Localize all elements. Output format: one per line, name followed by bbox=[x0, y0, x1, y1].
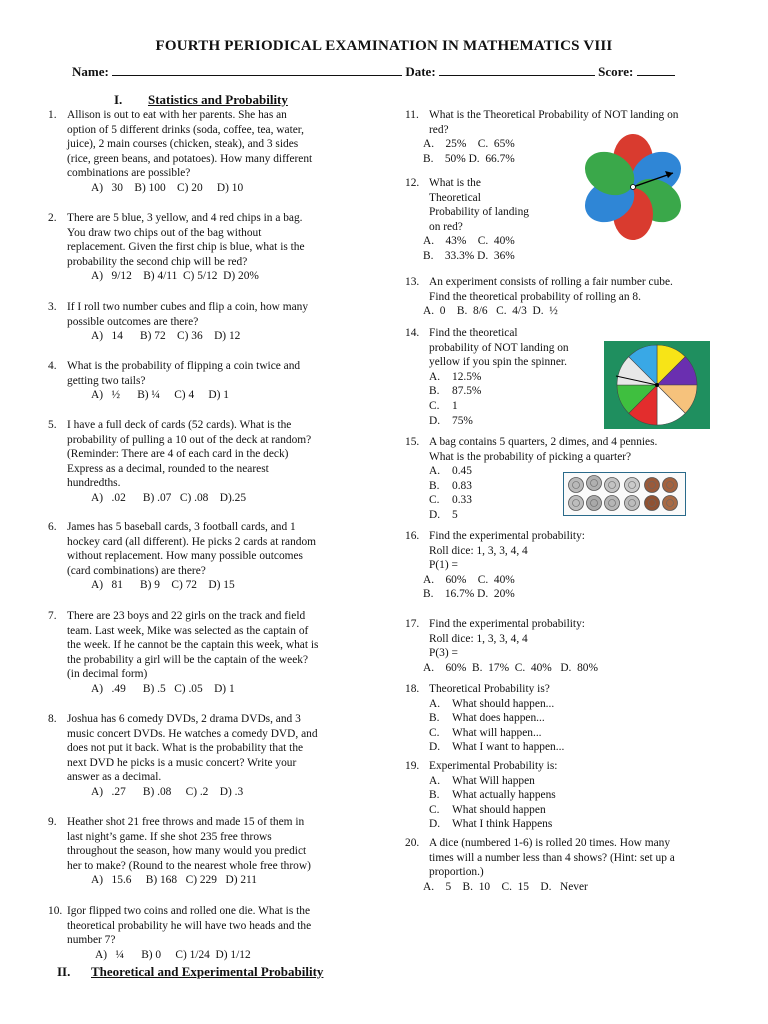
spinner-center bbox=[631, 185, 636, 190]
question-body bbox=[429, 759, 759, 832]
answer-choice[interactable] bbox=[429, 414, 629, 429]
question-text-line: does not put it back. What is the probability that the bbox=[67, 742, 304, 755]
question-text-line: the week. If he cannot be the captain this week, what is bbox=[67, 639, 319, 652]
question-body bbox=[67, 418, 387, 506]
question-text-line: There are 23 boys and 22 girls on the track and field bbox=[67, 610, 306, 622]
coin bbox=[645, 478, 660, 493]
question-text-line: next DVD he picks is a music concert? Write your bbox=[67, 756, 297, 769]
question-text-line: the probability a girl will be the captain of the week? bbox=[67, 653, 309, 666]
question-text-line: P(1) = bbox=[429, 559, 458, 572]
question-body bbox=[429, 682, 759, 755]
pie-spinner bbox=[604, 341, 710, 429]
choice-letter: A. bbox=[429, 370, 441, 383]
question-text-line: Roll dice: 1, 3, 3, 4, 4 bbox=[429, 544, 528, 557]
coin bbox=[645, 496, 660, 511]
choice-letter: D. bbox=[429, 741, 441, 754]
question-number: 12. bbox=[405, 177, 420, 189]
question-body bbox=[423, 617, 759, 675]
question-text-line: Joshua has 6 comedy DVDs, 2 drama DVDs, and 3 bbox=[67, 713, 301, 725]
question-text-line: Express as a decimal, rounded to the nearest bbox=[67, 462, 269, 475]
question-body bbox=[423, 176, 589, 264]
exam-title: FOURTH PERIODICAL EXAMINATION IN MATHEMATICS VIII bbox=[155, 38, 613, 54]
question-number: 7. bbox=[48, 610, 57, 622]
answer-choices[interactable]: A) .02 B) .07 C) .08 D).25 bbox=[91, 491, 247, 504]
question-number: 6. bbox=[48, 521, 57, 533]
choice-text: 12.5% bbox=[452, 370, 482, 383]
question-text-line: number 7? bbox=[67, 934, 116, 947]
section-title: Statistics and Probability bbox=[148, 92, 288, 107]
question-text-line: You draw two chips out of the bag without bbox=[67, 226, 262, 239]
question-text-line: on red? bbox=[429, 220, 463, 233]
date-blank[interactable] bbox=[439, 64, 595, 76]
question-text-line: Find the experimental probability: bbox=[429, 618, 585, 630]
question-text-line: throughout the season, how many would you predict bbox=[67, 845, 307, 858]
answer-choices[interactable]: A) 30 B) 100 C) 20 D) 10 bbox=[91, 181, 244, 194]
choice-letter: D. bbox=[429, 414, 441, 427]
coins-picture bbox=[563, 472, 686, 516]
answer-choices[interactable]: A) ½ B) ¼ C) 4 D) 1 bbox=[91, 389, 229, 402]
answer-choices[interactable]: B. 33.3% D. 36% bbox=[423, 249, 515, 262]
question-body bbox=[67, 609, 387, 697]
question-text-line: (in decimal form) bbox=[67, 668, 148, 681]
question-text-line: last night’s game. If she shot 235 free throws bbox=[67, 830, 272, 843]
question-text-line: Experimental Probability is: bbox=[429, 760, 558, 772]
choice-letter: D. bbox=[429, 818, 441, 831]
question-body bbox=[67, 300, 387, 344]
section-roman: II. bbox=[57, 964, 71, 979]
coin bbox=[587, 476, 602, 491]
question-text-line: probability the second chip will be red? bbox=[67, 255, 248, 268]
answer-choice[interactable] bbox=[429, 697, 759, 712]
question-text-line: Heather shot 21 free throws and made 15 of them in bbox=[67, 816, 305, 828]
question-text-line: A bag contains 5 quarters, 2 dimes, and 4 pennies. bbox=[429, 436, 658, 448]
question-text-line: If I roll two number cubes and flip a coin, how many bbox=[67, 301, 309, 313]
choice-text: 0.33 bbox=[452, 494, 472, 507]
choice-text: 5 bbox=[452, 508, 458, 521]
coin bbox=[625, 496, 640, 511]
question-text-line: getting two tails? bbox=[67, 374, 146, 387]
answer-choices[interactable]: A) .27 B) .08 C) .2 D) .3 bbox=[91, 785, 244, 798]
answer-choice[interactable] bbox=[429, 726, 759, 741]
question-number: 16. bbox=[405, 530, 420, 542]
question-text-line: I have a full deck of cards (52 cards). What is the bbox=[67, 419, 292, 431]
date-label: Date: bbox=[405, 64, 436, 79]
question-text-line: Theoretical Probability is? bbox=[429, 683, 550, 695]
choice-letter: C. bbox=[429, 494, 440, 507]
answer-choices[interactable]: A) 9/12 B) 4/11 C) 5/12 D) 20% bbox=[91, 270, 259, 283]
answer-choices[interactable]: A) ¼ B) 0 C) 1/24 D) 1/12 bbox=[95, 948, 251, 961]
answer-choices[interactable]: A) 15.6 B) 168 C) 229 D) 211 bbox=[91, 874, 257, 887]
question-body bbox=[423, 836, 759, 894]
question-body bbox=[67, 359, 387, 403]
question-text-line: Find the theoretical bbox=[429, 327, 518, 339]
question-text-line: What is the probability of picking a quarter? bbox=[429, 450, 632, 463]
section-1-heading bbox=[114, 92, 288, 108]
coin bbox=[663, 496, 678, 511]
question-text-line: (card combinations) are there? bbox=[67, 564, 206, 577]
question-number: 13. bbox=[405, 276, 420, 288]
question-number: 5. bbox=[48, 419, 57, 431]
question-text-line: What is the bbox=[429, 177, 481, 189]
coin bbox=[569, 496, 584, 511]
pie-spinner-center bbox=[655, 383, 659, 387]
question-text-line: music concert DVDs. He watches a comedy DVD, and bbox=[67, 727, 318, 740]
question-text-line: hockey card (all different). He picks 2 cards at random bbox=[67, 535, 317, 548]
answer-choices[interactable]: A. 25% C. 65% bbox=[423, 138, 515, 151]
coin bbox=[605, 478, 620, 493]
question-text-line: Theoretical bbox=[429, 191, 481, 204]
choice-text: What should happen... bbox=[452, 697, 555, 710]
choice-text: 75% bbox=[452, 414, 473, 427]
question-number: 11. bbox=[405, 109, 419, 121]
answer-choices[interactable]: A) 14 B) 72 C) 36 D) 12 bbox=[91, 330, 241, 343]
question-body bbox=[423, 529, 759, 602]
answer-choice[interactable] bbox=[429, 788, 759, 803]
choice-letter: A. bbox=[429, 465, 441, 478]
question-number: 17. bbox=[405, 618, 420, 630]
question-number: 4. bbox=[48, 360, 57, 372]
answer-choice[interactable] bbox=[429, 774, 759, 789]
question-text-line: (rice, green beans, and potatoes). How many different bbox=[67, 152, 313, 165]
question-text-line: Igor flipped two coins and rolled one die. What is the bbox=[67, 905, 311, 917]
choice-letter: B. bbox=[429, 479, 440, 492]
question-text-line: A dice (numbered 1-6) is rolled 20 times. How many bbox=[429, 837, 671, 849]
choice-text: What I want to happen... bbox=[452, 741, 565, 754]
choice-letter: B. bbox=[429, 789, 440, 802]
question-text-line: What is the probability of flipping a coin twice and bbox=[67, 360, 301, 372]
question-text-line: possible outcomes are there? bbox=[67, 315, 199, 328]
flower-spinner bbox=[578, 132, 688, 242]
question-text-line: without replacement. How many possible outcomes bbox=[67, 550, 303, 563]
answer-choices[interactable]: A. 43% C. 40% bbox=[423, 235, 515, 248]
section-roman: I. bbox=[114, 92, 123, 107]
question-body bbox=[67, 108, 387, 196]
question-number: 3. bbox=[48, 301, 57, 313]
question-body bbox=[429, 326, 629, 428]
answer-choice[interactable] bbox=[429, 384, 629, 399]
score-blank[interactable] bbox=[637, 64, 675, 76]
question-body bbox=[67, 815, 387, 888]
section-2-heading bbox=[57, 964, 323, 980]
choice-text: What should happen bbox=[452, 803, 546, 816]
question-text-line: option of 5 different drinks (soda, coffee, tea, water, bbox=[67, 123, 304, 136]
question-number: 15. bbox=[405, 436, 420, 448]
question-text-line: What is the Theoretical Probability of NOT landing on bbox=[429, 109, 679, 121]
question-text-line: Roll dice: 1, 3, 3, 4, 4 bbox=[429, 632, 528, 645]
answer-choice[interactable] bbox=[429, 817, 759, 832]
choice-text: What will happen... bbox=[452, 726, 542, 739]
question-body bbox=[67, 520, 387, 593]
question-text-line: probability of NOT landing on bbox=[429, 341, 569, 354]
question-text-line: red? bbox=[429, 123, 449, 136]
question-text-line: (Reminder: There are 4 of each card in the deck) bbox=[67, 448, 289, 461]
answer-choices[interactable]: A. 60% B. 17% C. 40% D. 80% bbox=[423, 661, 598, 674]
choice-text: What Will happen bbox=[452, 774, 535, 787]
answer-choice[interactable] bbox=[429, 711, 759, 726]
student-info-line bbox=[72, 64, 712, 80]
choice-text: 87.5% bbox=[452, 385, 482, 398]
question-text-line: An experiment consists of rolling a fair number cube. bbox=[429, 276, 673, 288]
question-text-line: times will a number less than 4 shows? (Hint: set up a bbox=[429, 851, 675, 864]
coin bbox=[605, 496, 620, 511]
question-text-line: Find the experimental probability: bbox=[429, 530, 585, 542]
question-text-line: Allison is out to eat with her parents. She has an bbox=[67, 109, 287, 121]
answer-choices[interactable]: A. 0 B. 8/6 C. 4/3 D. ½ bbox=[423, 305, 558, 318]
answer-choices[interactable]: A) .49 B) .5 C) .05 D) 1 bbox=[91, 682, 235, 695]
answer-choice[interactable] bbox=[429, 399, 629, 414]
question-text-line: combinations are possible? bbox=[67, 167, 191, 180]
name-blank[interactable] bbox=[112, 64, 402, 76]
question-text-line: answer as a decimal. bbox=[67, 771, 162, 784]
question-body bbox=[67, 211, 387, 284]
question-body bbox=[423, 275, 759, 319]
question-number: 19. bbox=[405, 760, 420, 772]
question-text-line: hundredths. bbox=[67, 477, 121, 490]
coins-icon bbox=[564, 473, 685, 515]
choice-text: 0.45 bbox=[452, 465, 472, 478]
question-text-line: replacement. Given the first chip is blue, what is the bbox=[67, 241, 305, 254]
answer-choices[interactable]: B. 16.7% D. 20% bbox=[423, 588, 515, 601]
answer-choices[interactable]: A) 81 B) 9 C) 72 D) 15 bbox=[91, 579, 235, 592]
question-number: 20. bbox=[405, 837, 420, 849]
question-number: 10. bbox=[48, 905, 63, 917]
question-number: 9. bbox=[48, 816, 57, 828]
question-text-line: theoretical probability he will have two heads and the bbox=[67, 919, 312, 932]
question-text-line: proportion.) bbox=[429, 866, 484, 879]
choice-letter: C. bbox=[429, 399, 440, 412]
choice-letter: B. bbox=[429, 385, 440, 398]
question-text-line: her to make? (Round to the nearest whole free throw) bbox=[67, 859, 311, 872]
coin bbox=[625, 478, 640, 493]
choice-text: What does happen... bbox=[452, 712, 545, 725]
choice-text: What actually happens bbox=[452, 789, 556, 802]
choice-letter: C. bbox=[429, 726, 440, 739]
choice-letter: D. bbox=[429, 508, 441, 521]
choice-letter: C. bbox=[429, 803, 440, 816]
question-text-line: Find the theoretical probability of rolling an 8. bbox=[429, 290, 641, 303]
answer-choice[interactable] bbox=[429, 803, 759, 818]
coin bbox=[569, 478, 584, 493]
question-text-line: probability of pulling a 10 out of the deck at random? bbox=[67, 433, 312, 446]
answer-choice[interactable] bbox=[429, 740, 759, 755]
answer-choices[interactable]: A. 60% C. 40% bbox=[423, 573, 515, 586]
question-number: 8. bbox=[48, 713, 57, 725]
name-label: Name: bbox=[72, 64, 109, 79]
choice-text: 0.83 bbox=[452, 479, 472, 492]
answer-choices[interactable]: B. 50% D. 66.7% bbox=[423, 152, 515, 165]
question-number: 14. bbox=[405, 327, 420, 339]
choice-text: What I think Happens bbox=[452, 818, 553, 831]
question-text-line: Probability of landing bbox=[429, 206, 529, 219]
question-text-line: juice), 2 main courses (chicken, steak), and 3 sides bbox=[67, 138, 299, 151]
question-text-line: yellow if you spin the spinner. bbox=[429, 356, 567, 369]
section-title: Theoretical and Experimental Probability bbox=[91, 964, 324, 979]
question-number: 1. bbox=[48, 109, 57, 121]
choice-letter: B. bbox=[429, 712, 440, 725]
question-text-line: James has 5 baseball cards, 3 football cards, and 1 bbox=[67, 521, 296, 533]
question-text-line: P(3) = bbox=[429, 647, 458, 660]
choice-letter: A. bbox=[429, 774, 441, 787]
question-body bbox=[67, 712, 387, 800]
choice-letter: A. bbox=[429, 697, 441, 710]
score-label: Score: bbox=[598, 64, 634, 79]
question-number: 2. bbox=[48, 212, 57, 224]
coin bbox=[587, 496, 602, 511]
choice-text: 1 bbox=[452, 399, 458, 412]
question-number: 18. bbox=[405, 683, 420, 695]
question-text-line: There are 5 blue, 3 yellow, and 4 red chips in a bag. bbox=[67, 212, 303, 224]
coin bbox=[663, 478, 678, 493]
answer-choices[interactable]: A. 5 B. 10 C. 15 D. Never bbox=[423, 880, 588, 893]
question-text-line: team. Last week, Mike was selected as the captain of bbox=[67, 624, 309, 637]
answer-choice[interactable] bbox=[429, 370, 629, 385]
question-body bbox=[67, 904, 387, 962]
